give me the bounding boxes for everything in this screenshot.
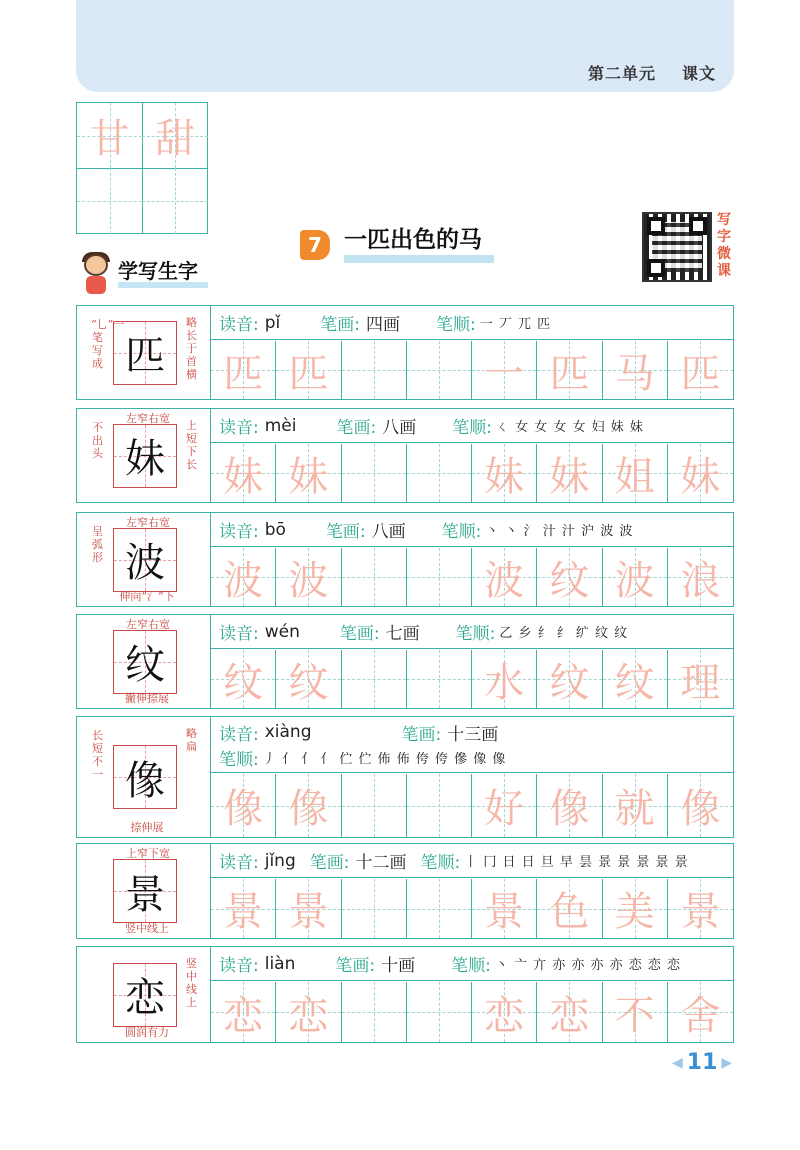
practice-char: 恋 bbox=[484, 992, 525, 1039]
grid-cell bbox=[77, 168, 143, 234]
info-value: pǐ bbox=[264, 312, 281, 333]
info-strip bbox=[211, 947, 733, 981]
practice-cell[interactable] bbox=[537, 774, 602, 837]
grid-char: 甜 bbox=[155, 116, 195, 162]
info-label: 笔画: bbox=[320, 315, 360, 335]
practice-cell[interactable] bbox=[342, 650, 407, 708]
model-char: 妹 bbox=[125, 436, 165, 482]
model-panel bbox=[77, 947, 211, 1042]
practice-char: 波 bbox=[484, 557, 525, 604]
info-label: 笔顺: bbox=[451, 956, 491, 976]
practice-cell[interactable] bbox=[668, 774, 733, 837]
info-value: xiàng bbox=[264, 722, 312, 742]
practice-char: 匹 bbox=[549, 350, 590, 397]
note-right: 上短下长 bbox=[186, 419, 197, 471]
child-mascot-icon bbox=[76, 254, 114, 294]
practice-cell[interactable] bbox=[211, 444, 276, 502]
note-left: 呈弧形 bbox=[92, 525, 103, 564]
info-value: liàn bbox=[264, 953, 296, 974]
info-label: 读音: bbox=[219, 956, 259, 976]
character-row bbox=[76, 614, 734, 709]
info-value: jǐng bbox=[264, 850, 296, 871]
character-row bbox=[76, 716, 734, 838]
practice-char: 妹 bbox=[223, 453, 264, 500]
practice-cells bbox=[211, 341, 733, 399]
practice-cell[interactable] bbox=[472, 341, 537, 399]
practice-cell[interactable] bbox=[276, 444, 341, 502]
practice-cell[interactable] bbox=[342, 548, 407, 606]
practice-char: 像 bbox=[680, 786, 721, 832]
practice-cell[interactable] bbox=[407, 774, 472, 837]
practice-cells bbox=[211, 879, 733, 938]
practice-cell[interactable] bbox=[537, 650, 602, 708]
info-label: 笔画: bbox=[339, 624, 380, 644]
practice-char bbox=[407, 650, 471, 708]
practice-char: 像 bbox=[549, 786, 590, 832]
practice-char: 不 bbox=[614, 992, 655, 1039]
practice-char bbox=[407, 982, 471, 1042]
practice-char: 恋 bbox=[549, 992, 590, 1039]
practice-cell[interactable] bbox=[211, 548, 276, 606]
practice-cell[interactable] bbox=[537, 982, 602, 1042]
lesson-number: 7 bbox=[300, 230, 330, 260]
practice-char: 理 bbox=[680, 659, 721, 706]
practice-cell[interactable] bbox=[407, 982, 472, 1042]
practice-cell[interactable] bbox=[276, 341, 341, 399]
note-left: 长短不一 bbox=[92, 729, 103, 781]
header-text bbox=[588, 61, 716, 84]
stroke-order: 丶 丶 氵 汁 汁 沪 波 波 bbox=[485, 524, 634, 539]
info-label: 笔顺: bbox=[219, 749, 259, 770]
practice-char bbox=[342, 548, 406, 606]
stroke-order: 乙 乡 纟 纟 纩 纹 纹 bbox=[499, 626, 629, 641]
note-left: 不出头 bbox=[92, 421, 103, 460]
practice-cells bbox=[211, 982, 733, 1042]
info-value: 八画 bbox=[371, 522, 406, 542]
practice-char: 波 bbox=[223, 557, 264, 604]
practice-cell[interactable] bbox=[603, 444, 668, 502]
unit-label: 第二单元 bbox=[587, 64, 656, 83]
info-value: wén bbox=[264, 621, 300, 642]
practice-char: 浪 bbox=[680, 557, 721, 604]
practice-char: 马 bbox=[614, 350, 655, 397]
practice-char: 色 bbox=[549, 889, 590, 935]
practice-char: 纹 bbox=[614, 659, 655, 706]
practice-char bbox=[342, 341, 406, 399]
practice-char: 波 bbox=[614, 557, 655, 604]
practice-cell[interactable] bbox=[342, 341, 407, 399]
practice-cell[interactable] bbox=[472, 548, 537, 606]
practice-char: 波 bbox=[288, 557, 329, 604]
practice-char bbox=[342, 650, 406, 708]
practice-char: 恋 bbox=[288, 992, 329, 1039]
practice-char: 妹 bbox=[484, 453, 525, 500]
model-char: 景 bbox=[125, 871, 165, 918]
model-square bbox=[113, 630, 177, 694]
practice-cell[interactable] bbox=[211, 341, 276, 399]
character-row bbox=[76, 305, 734, 400]
practice-char: 景 bbox=[484, 889, 525, 935]
top-practice-grid bbox=[76, 102, 208, 234]
practice-char: 就 bbox=[614, 786, 655, 832]
practice-cell[interactable] bbox=[603, 774, 668, 837]
info-label: 读音: bbox=[219, 724, 259, 745]
practice-char bbox=[342, 774, 406, 837]
practice-cell[interactable] bbox=[537, 879, 602, 938]
practice-cell[interactable] bbox=[211, 650, 276, 708]
model-panel bbox=[77, 615, 211, 708]
info-value: 十画 bbox=[381, 956, 416, 976]
grid-cell bbox=[77, 103, 143, 169]
lesson-heading bbox=[300, 228, 494, 262]
character-row bbox=[76, 843, 734, 939]
practice-char: 匹 bbox=[288, 350, 329, 397]
info-label: 读音: bbox=[219, 522, 259, 542]
practice-cell[interactable] bbox=[211, 879, 276, 938]
note-bottom: 撇伸捺展 bbox=[125, 692, 169, 705]
info-value: 八画 bbox=[382, 418, 417, 438]
practice-char: 妹 bbox=[288, 453, 329, 500]
practice-cell[interactable] bbox=[537, 341, 602, 399]
practice-char: 美 bbox=[614, 889, 655, 935]
section-title: 学写生字 bbox=[118, 260, 208, 288]
practice-cell[interactable] bbox=[276, 774, 341, 837]
page-number-value: 11 bbox=[686, 1050, 718, 1075]
practice-char: 一 bbox=[484, 350, 525, 397]
practice-char: 景 bbox=[680, 889, 721, 935]
stroke-order: 丶 亠 亣 亦 亦 亦 亦 恋 恋 恋 bbox=[494, 958, 682, 973]
info-label: 读音: bbox=[219, 853, 259, 873]
practice-char: 纹 bbox=[223, 659, 264, 706]
practice-char bbox=[342, 444, 406, 502]
section-label: 课文 bbox=[681, 64, 716, 83]
model-square bbox=[113, 859, 177, 923]
practice-cell[interactable] bbox=[603, 982, 668, 1042]
header-banner bbox=[76, 0, 734, 92]
practice-cells bbox=[211, 444, 733, 502]
info-label: 读音: bbox=[219, 418, 259, 438]
practice-cells bbox=[211, 774, 733, 837]
qr-label: 写 字 微 课 bbox=[714, 212, 734, 282]
info-strip bbox=[211, 306, 733, 340]
next-arrow-icon: ▶ bbox=[721, 1054, 733, 1071]
info-label: 读音: bbox=[219, 624, 259, 644]
practice-cell[interactable] bbox=[211, 774, 276, 837]
note-right: 略长于首横 bbox=[186, 316, 197, 381]
model-panel bbox=[77, 513, 211, 606]
practice-cells bbox=[211, 548, 733, 606]
character-row bbox=[76, 512, 734, 607]
practice-cell[interactable] bbox=[342, 774, 407, 837]
practice-cell[interactable] bbox=[342, 982, 407, 1042]
info-label: 笔画: bbox=[325, 522, 366, 542]
practice-cell[interactable] bbox=[472, 650, 537, 708]
info-label: 笔画: bbox=[401, 724, 442, 745]
practice-char: 纹 bbox=[549, 557, 590, 604]
info-label: 笔顺: bbox=[420, 853, 461, 873]
practice-cell[interactable] bbox=[537, 444, 602, 502]
info-value: 四画 bbox=[365, 315, 400, 335]
info-strip bbox=[211, 409, 733, 443]
practice-char: 匹 bbox=[680, 350, 721, 397]
model-square bbox=[113, 528, 177, 592]
practice-char bbox=[407, 774, 471, 837]
model-char: 匹 bbox=[125, 333, 165, 379]
note-top: 左窄右宽 bbox=[126, 618, 170, 631]
note-right: 竖中线上 bbox=[186, 957, 197, 1009]
practice-char: 妹 bbox=[680, 453, 721, 500]
practice-char bbox=[407, 444, 471, 502]
practice-cell[interactable] bbox=[668, 444, 733, 502]
practice-cells bbox=[211, 650, 733, 708]
practice-cell[interactable] bbox=[668, 650, 733, 708]
page-number bbox=[672, 1050, 732, 1075]
practice-cell[interactable] bbox=[472, 879, 537, 938]
model-char: 波 bbox=[125, 540, 165, 586]
practice-char: 水 bbox=[484, 659, 525, 706]
practice-cell[interactable] bbox=[407, 548, 472, 606]
practice-cell[interactable] bbox=[276, 650, 341, 708]
section-heading bbox=[76, 254, 208, 294]
info-label: 笔画: bbox=[309, 853, 350, 873]
model-square bbox=[113, 424, 177, 488]
practice-cell[interactable] bbox=[276, 879, 341, 938]
info-strip bbox=[211, 717, 733, 773]
info-strip bbox=[211, 615, 733, 649]
practice-char bbox=[407, 341, 471, 399]
practice-cell[interactable] bbox=[211, 982, 276, 1042]
practice-cell[interactable] bbox=[342, 444, 407, 502]
note-bottom: 竖中线上 bbox=[125, 922, 169, 935]
model-char: 纹 bbox=[125, 642, 165, 688]
note-right: 略扁 bbox=[186, 727, 197, 753]
lesson-title: 一匹出色的马 bbox=[344, 227, 494, 263]
info-value: mèi bbox=[264, 415, 297, 436]
info-label: 笔顺: bbox=[435, 315, 476, 335]
note-top: 上窄下宽 bbox=[126, 847, 170, 860]
info-label: 笔顺: bbox=[455, 624, 496, 644]
info-strip bbox=[211, 844, 733, 878]
practice-cell[interactable] bbox=[407, 650, 472, 708]
info-value: 十三画 bbox=[447, 724, 499, 745]
practice-char bbox=[407, 548, 471, 606]
info-strip bbox=[211, 513, 733, 547]
practice-cell[interactable] bbox=[407, 879, 472, 938]
grid-cell bbox=[142, 168, 208, 234]
practice-char: 纹 bbox=[549, 659, 590, 706]
practice-cell[interactable] bbox=[603, 650, 668, 708]
practice-cell[interactable] bbox=[668, 548, 733, 606]
grid-cell bbox=[142, 103, 208, 169]
info-label: 读音: bbox=[219, 315, 259, 335]
model-square bbox=[113, 963, 177, 1027]
info-label: 笔顺: bbox=[441, 522, 482, 542]
practice-cell[interactable] bbox=[407, 341, 472, 399]
stroke-order: 一 丆 兀 匹 bbox=[479, 317, 552, 332]
practice-char: 像 bbox=[288, 786, 329, 832]
practice-cell[interactable] bbox=[472, 982, 537, 1042]
practice-cell[interactable] bbox=[472, 444, 537, 502]
info-label: 笔画: bbox=[336, 418, 377, 438]
practice-cell[interactable] bbox=[472, 774, 537, 837]
model-panel bbox=[77, 844, 211, 938]
model-panel bbox=[77, 717, 211, 837]
practice-cell[interactable] bbox=[668, 982, 733, 1042]
character-row bbox=[76, 946, 734, 1043]
practice-char: 纹 bbox=[288, 659, 329, 706]
practice-char bbox=[342, 879, 406, 938]
note-bottom: 捺伸展 bbox=[130, 821, 164, 834]
practice-cell[interactable] bbox=[342, 879, 407, 938]
info-value: bō bbox=[264, 519, 286, 540]
practice-cell[interactable] bbox=[537, 548, 602, 606]
grid-char: 甘 bbox=[89, 116, 130, 162]
practice-cell[interactable] bbox=[407, 444, 472, 502]
practice-char: 景 bbox=[288, 889, 329, 935]
practice-cell[interactable] bbox=[276, 982, 341, 1042]
practice-char: 恋 bbox=[223, 992, 264, 1039]
model-char: 恋 bbox=[125, 975, 165, 1021]
info-label: 笔画: bbox=[335, 956, 376, 976]
practice-char: 像 bbox=[223, 786, 264, 832]
info-value: 十二画 bbox=[355, 853, 407, 873]
character-row bbox=[76, 408, 734, 503]
practice-char: 舍 bbox=[680, 992, 721, 1039]
stroke-order: 丨 冂 日 日 旦 早 昙 景 景 景 景 景 bbox=[464, 855, 689, 870]
practice-cell[interactable] bbox=[668, 341, 733, 399]
stroke-order: 丿 亻 亻 亻 伫 伫 佈 佈 侉 侉 傪 像 像 bbox=[262, 751, 507, 767]
practice-cell[interactable] bbox=[276, 548, 341, 606]
practice-char: 匹 bbox=[223, 350, 264, 397]
model-square bbox=[113, 745, 177, 809]
note-bottom: 伸向“氵”下 bbox=[119, 590, 175, 603]
qr-code-icon[interactable] bbox=[642, 212, 712, 282]
prev-arrow-icon: ◀ bbox=[672, 1054, 683, 1071]
practice-cell[interactable] bbox=[668, 879, 733, 938]
model-panel bbox=[77, 306, 211, 399]
practice-char bbox=[407, 879, 471, 938]
practice-char: 景 bbox=[223, 889, 264, 935]
practice-char: 好 bbox=[484, 786, 525, 832]
stroke-order: ㄑ 女 女 女 女 妇 妹 妹 bbox=[495, 420, 644, 435]
note-bottom: 圆润有力 bbox=[125, 1026, 169, 1039]
practice-cell[interactable] bbox=[603, 548, 668, 606]
practice-char bbox=[342, 982, 406, 1042]
practice-cell[interactable] bbox=[603, 879, 668, 938]
note-top: 左窄右宽 bbox=[126, 516, 170, 529]
practice-cell[interactable] bbox=[603, 341, 668, 399]
note-top: 左窄右宽 bbox=[126, 412, 170, 425]
info-label: 笔顺: bbox=[452, 418, 492, 438]
note-left: “乚”一笔写成 bbox=[91, 318, 125, 370]
model-char: 像 bbox=[125, 757, 165, 804]
practice-char: 姐 bbox=[614, 453, 655, 500]
model-panel bbox=[77, 409, 211, 502]
info-value: 七画 bbox=[385, 624, 420, 644]
practice-char: 妹 bbox=[549, 453, 590, 500]
